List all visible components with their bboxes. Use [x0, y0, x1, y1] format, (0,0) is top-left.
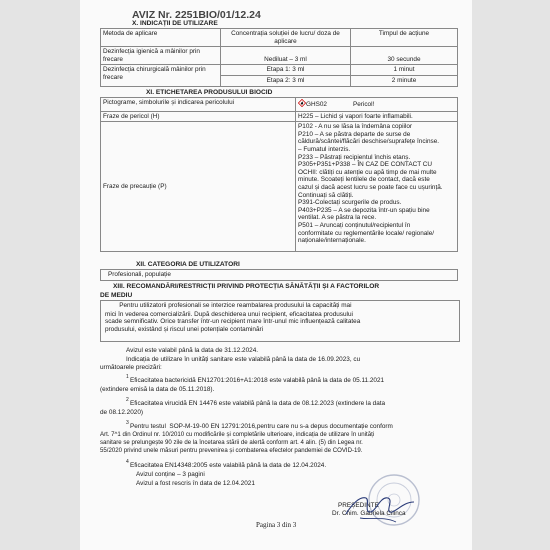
- usage-row1-method: Dezinfecția igienică a mâinilor prin frecare: [101, 47, 221, 65]
- note-1: Eficacitatea bactericidă EN12701:2016+A1:2018 este valabilă până la data de 05.11.2021: [130, 377, 385, 384]
- note-4: Eficacitatea EN14348:2005 este valabilă până la data de 12.04.2024.: [130, 462, 327, 469]
- precaution-line: OCHII: clătiți cu atenție cu apă timp de mai multe: [298, 168, 437, 176]
- president-name: Dr. Chim. Gabriela Cilinca: [332, 510, 406, 517]
- hazard-text: H225 – Lichid și vapori foarte inflamabili.: [296, 111, 458, 122]
- president-title: PREȘEDINTE: [338, 502, 379, 509]
- ghs-code: GHS02: [306, 100, 327, 108]
- section-13-heading: XIII. RECOMANDĂRI/RESTRICȚII PRIVIND PROTECȚIA SĂNĂTĂȚII ȘI A FACTORILOR: [113, 283, 380, 290]
- page-count-line: Avizul conține – 3 pagini: [136, 471, 205, 478]
- precaution-line: naționale/internaționale.: [298, 237, 366, 245]
- precaution-line: – Fumatul interzis.: [298, 145, 351, 153]
- page-number: Pagina 3 din 3: [256, 521, 297, 529]
- labelling-table: [100, 97, 458, 252]
- section-11-heading: XI. ETICHETAREA PRODUSULUI BIOCID: [146, 89, 273, 96]
- precaution-line: P305+P351+P338 – ÎN CAZ DE CONTACT CU: [298, 161, 433, 169]
- sanitary-validity-line-cont: următoarele precizări:: [100, 364, 162, 371]
- usage-row2-method: Dezinfecția chirurgicală mâinilor prin frecare: [101, 65, 221, 86]
- precaution-line: ventilat. A se păstra la rece.: [298, 214, 377, 222]
- usage-row2-time: 1 minut: [351, 65, 458, 76]
- usage-row1-conc: Nediluat – 3 ml: [221, 47, 351, 65]
- note-3-cont-1: Art. 7^1 din Ordinul nr. 10/2010 cu modificările și completările ulterioare, indicația de utilizare în unități: [100, 431, 375, 438]
- hazard-label: Fraze de pericol (H): [101, 111, 296, 122]
- note-3-cont-3: 55/2020 privind unele măsuri pentru prevenirea și combaterea efectelor pandemiei de COVID-19.: [100, 447, 363, 454]
- usage-table: [100, 28, 458, 87]
- precaution-line: P403+P235 – A se depozita într-un spațiu bine: [298, 206, 430, 214]
- note-1-cont: (extindere emisă la data de 05.11.2018).: [100, 386, 215, 393]
- picto-label: Pictograme, simbolurile și indicarea pericolului: [101, 98, 296, 112]
- picto-cell: [296, 98, 458, 112]
- users-value: Profesionali, populație: [101, 270, 458, 281]
- rewritten-line: Avizul a fost rescris în data de 12.04.2021: [136, 480, 255, 487]
- doc-title: AVIZ Nr. 2251BIO/01/12.24: [132, 9, 261, 21]
- precaution-label: Fraze de precauție (P): [101, 122, 296, 252]
- precaution-line: P210 – A se păstra departe de surse de: [298, 130, 411, 138]
- recommendation-line: Pentru utilizatorii profesionali se interzice reambalarea produsului la capacități mai: [105, 302, 352, 309]
- section-13-heading-cont: DE MEDIU: [100, 292, 133, 299]
- precaution-line: P501 – Aruncați conținutul/recipientul în: [298, 221, 411, 229]
- precaution-line: cazul și dacă acest lucru se poate face cu ușurință.: [298, 183, 443, 191]
- section-10-heading: X. INDICAȚII DE UTILIZARE: [132, 20, 218, 27]
- sanitary-validity-line: Indicația de utilizare în unități sanitare este valabilă până la data de 16.09.2023, cu: [126, 356, 361, 363]
- recommendation-line: scade semnificativ. Orice transfer într-un recipient mare într-unul mic influențează calitatea: [105, 318, 361, 326]
- note-2-cont: de 08.12.2020): [100, 409, 143, 416]
- precaution-line: P391-Colectați scurgerile de produs.: [298, 199, 402, 207]
- users-table: [100, 269, 458, 281]
- flame-icon: [298, 99, 306, 110]
- usage-row1-time: 30 secunde: [351, 47, 458, 65]
- usage-row3-conc: Etapa 2: 3 ml: [221, 75, 351, 86]
- precaution-line: P233 – Păstrați recipientul închis etanș.: [298, 153, 411, 161]
- note-3-cont-2: sanitare se prelungește 90 zile de la încetarea stării de alertă conform art. 4 alin. (5) din Legea nr.: [100, 439, 363, 446]
- footnote-marker-3: 3: [126, 420, 129, 426]
- footnote-marker-2: 2: [126, 397, 129, 403]
- section-12-heading: XII. CATEGORIA DE UTILIZATORI: [136, 261, 240, 268]
- document-page: [80, 0, 472, 550]
- usage-head-method: Metoda de aplicare: [101, 29, 221, 47]
- precaution-line: căldură/scântei/flăcări deschise/suprafețe încinse.: [298, 138, 440, 146]
- validity-line: Avizul este valabil până la data de 31.12.2024.: [126, 347, 259, 354]
- usage-row3-time: 2 minute: [351, 75, 458, 86]
- recommendations-box: [100, 300, 460, 342]
- recommendation-line: mici în vederea comercializării. După deschiderea unui recipient, eficacitatea produsului: [105, 310, 353, 318]
- note-2: Eficacitatea virucidă EN 14476 este valabilă până la data de 08.12.2023 (extindere la data: [130, 400, 386, 407]
- note-3: Pentru testul SOP-M-19-00 EN 12791:2016,pentru care nu s-a depus documentație conform: [130, 423, 393, 430]
- precaution-line: minute. Scoateți lentilele de contact, dacă este: [298, 176, 430, 184]
- precaution-line: conformitate cu reglementările locale/ regionale/: [298, 229, 435, 237]
- usage-head-conc: Concentrația soluției de lucru/ doza de aplicare: [221, 29, 351, 47]
- handwritten-signature: [342, 490, 422, 531]
- footnote-marker-1: 1: [126, 374, 129, 380]
- recommendation-line: produsului, existând și riscul unei potențiale contaminări: [105, 325, 264, 333]
- ghs-signal-word: Pericol!: [352, 100, 375, 108]
- usage-row2-conc: Etapa 1: 3 ml: [221, 65, 351, 76]
- usage-head-time: Timpul de acțiune: [351, 29, 458, 47]
- precaution-line: Continuați să clătiți.: [298, 191, 354, 199]
- footnote-marker-4: 4: [126, 459, 129, 465]
- precaution-cell: [296, 122, 458, 252]
- precaution-line: P102 - A nu se lăsa la îndemâna copiilor: [298, 123, 413, 131]
